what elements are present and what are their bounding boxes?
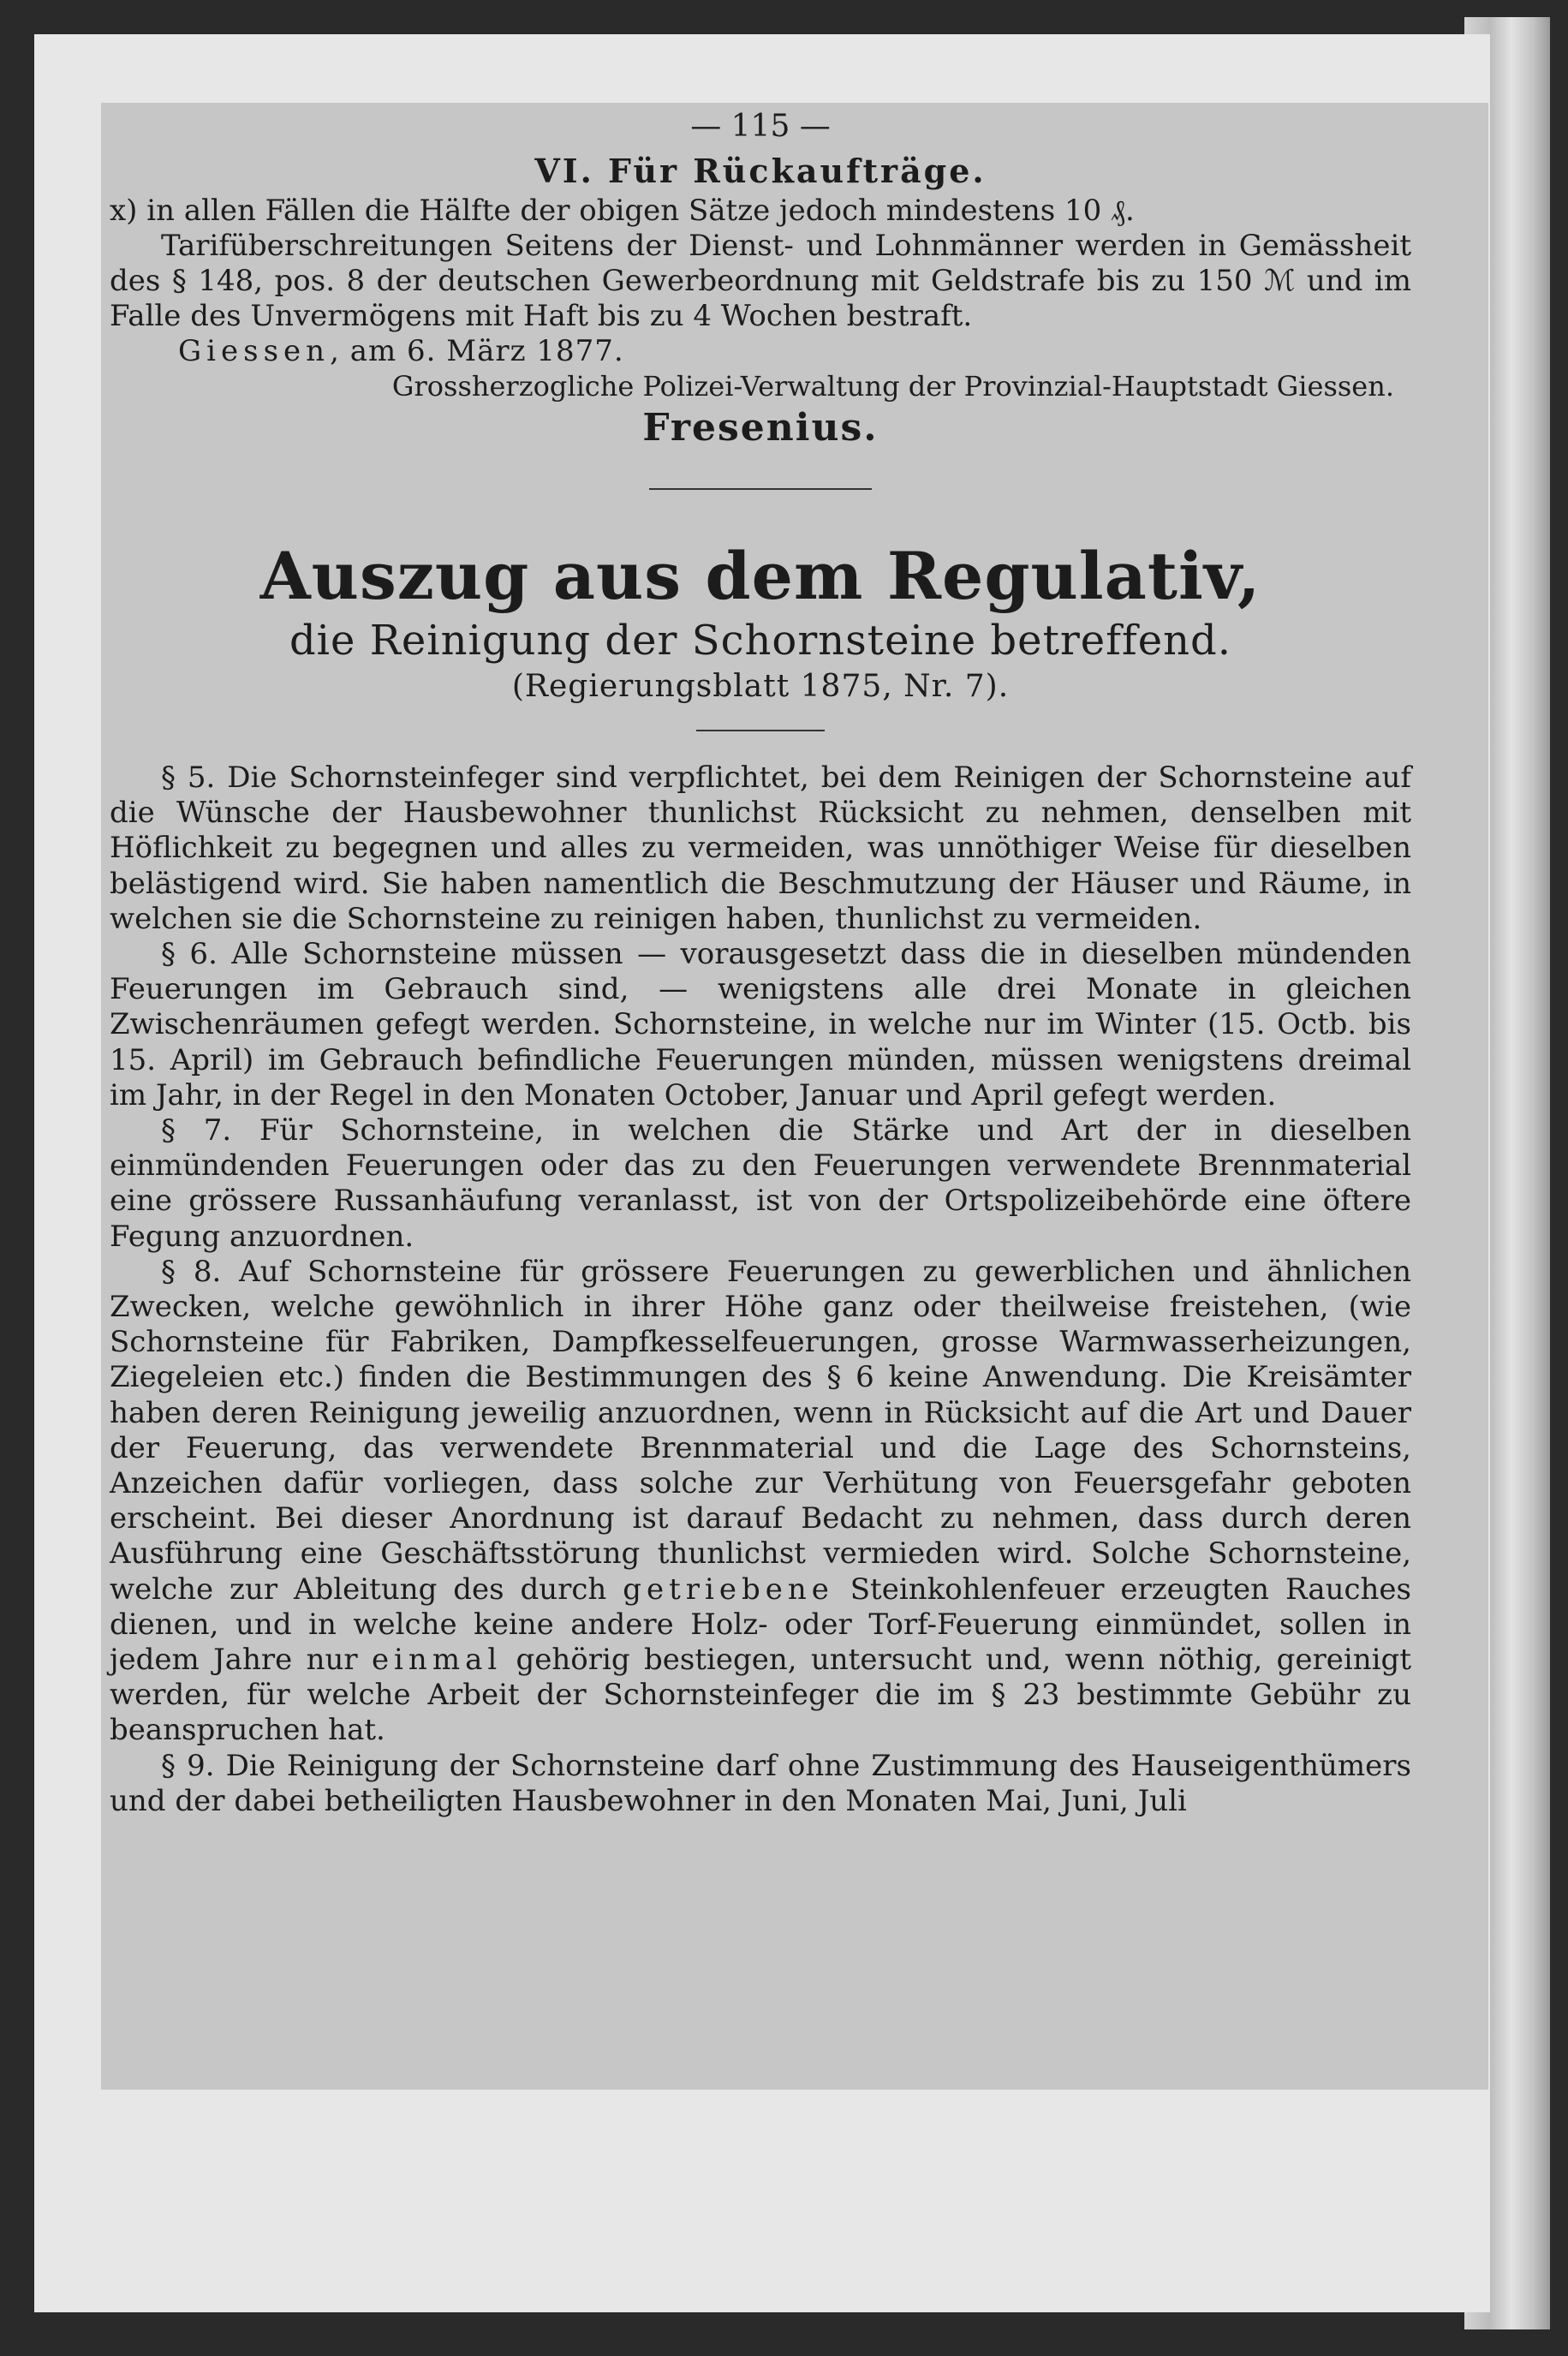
section-8-part-a: § 8. Auf Schornsteine für grössere Feuerungen zu gewerblichen und ähnlichen Zwecken, welche gewöhnlich in ihrer Höhe ganz oder theilweise freistehen, (wie Schornsteine für Fabriken, Dampfkesselfeuerungen, grosse Warmwasserheizungen, Ziegeleien etc.) finden die Bestimmungen des § 6 keine Anwendung. Die Kreisämter haben deren Reinigung jeweilig anzuordnen, wenn in Rücksicht auf die Art und Dauer der Feuerung, das verwendete Brennmaterial und die Lage des Schornsteins, Anzeichen dafür vorliegen, dass solche zur Verhütung von Feuersgefahr geboten erscheint. Bei dieser Anordnung ist darauf Bedacht zu nehmen, dass durch deren Ausführung eine Geschäftsstörung thunlichst vermieden wird. Solche Schornsteine, welche zur Ableitung des durch bbox=[110, 1254, 1411, 1607]
section-8-emphasis-einmal: einmal bbox=[371, 1643, 503, 1678]
divider-rule-short bbox=[696, 730, 825, 731]
section-6: § 6. Alle Schornsteine müssen — vorausgesetzt dass die in dieselben mündenden Feuerungen im Gebrauch sind, — wenigstens alle drei Monate in gleichen Zwischenräumen gefegt werden. Schornsteine, in welche nur im Winter (15. Octb. bis 15. April) im Gebrauch befindliche Feuerungen münden, müssen wenigstens dreimal im Jahr, in der Regel in den Monaten October, Januar und April gefegt werden. bbox=[110, 937, 1411, 1112]
issuing-authority: Grossherzogliche Polizei-Verwaltung der Provinzial-Hauptstadt Giessen. bbox=[391, 370, 1394, 403]
section-8 bbox=[110, 1255, 1411, 1749]
page-content bbox=[110, 108, 1411, 1819]
document-subtitle: die Reinigung der Schornsteine betreffend. bbox=[289, 617, 1232, 665]
tariff-line-x: x) in allen Fällen die Hälfte der obigen Sätze jedoch mindestens 10 ₰. bbox=[110, 194, 1135, 228]
section-8-part-b: Steinkohlenfeuer erzeugten Rauches dienen, und in welche keine andere Holz- oder Torf-Feuerung einmündet, sollen in jedem Jahre nur bbox=[110, 1572, 1412, 1678]
document-reference: (Regierungsblatt 1875, Nr. 7). bbox=[511, 669, 1010, 704]
section-heading: VI. Für Rückaufträge. bbox=[534, 152, 987, 190]
signature: Fresenius. bbox=[642, 406, 879, 450]
section-9: § 9. Die Reinigung der Schornsteine darf ohne Zustimmung des Hauseigenthümers und der dabei betheiligten Hausbewohner in den Monaten Mai, Juni, Juli bbox=[110, 1748, 1411, 1818]
tariff-paragraph: Tarifüberschreitungen Seitens der Dienst- und Lohnmänner werden in Gemässheit des § 148, pos. 8 der deutschen Gewerbeordnung mit Geldstrafe bis zu 150 ℳ und im Falle des Unvermögens mit Haft bis zu 4 Wochen bestraft. bbox=[110, 229, 1411, 333]
place-name: Giessen bbox=[178, 334, 331, 368]
section-8-part-c: gehörig bestiegen, untersucht und, wenn nöthig, gereinigt werden, für welche Arbeit der Schornsteinfeger die im § 23 bestimmte Gebühr zu beanspruchen hat. bbox=[110, 1643, 1411, 1748]
place-date bbox=[178, 334, 1411, 369]
divider-rule bbox=[649, 488, 872, 490]
document-title: Auszug aus dem Regulativ, bbox=[259, 538, 1261, 614]
section-7: § 7. Für Schornsteine, in welchen die Stärke und Art der in dieselben einmündenden Feuerungen oder das zu den Feuerungen verwendete Brennmaterial eine grössere Russanhäufung veranlasst, ist von der Ortspolizeibehörde eine öftere Fegung anzuordnen. bbox=[110, 1113, 1411, 1254]
date-text: , am 6. März 1877. bbox=[330, 334, 624, 368]
page-number: — 115 — bbox=[690, 109, 831, 144]
regulation-body bbox=[110, 760, 1411, 1819]
section-8-emphasis-getriebene: getriebene bbox=[623, 1572, 834, 1607]
section-5: § 5. Die Schornsteinfeger sind verpflichtet, bei dem Reinigen der Schornsteine auf die Wünsche der Hausbewohner thunlichst Rücksicht zu nehmen, denselben mit Höflichkeit zu begegnen und alles zu vermeiden, was unnöthiger Weise für dieselben belästigend wird. Sie haben namentlich die Beschmutzung der Häuser und Räume, in welchen sie die Schornsteine zu reinigen haben, thunlichst zu vermeiden. bbox=[110, 760, 1411, 936]
